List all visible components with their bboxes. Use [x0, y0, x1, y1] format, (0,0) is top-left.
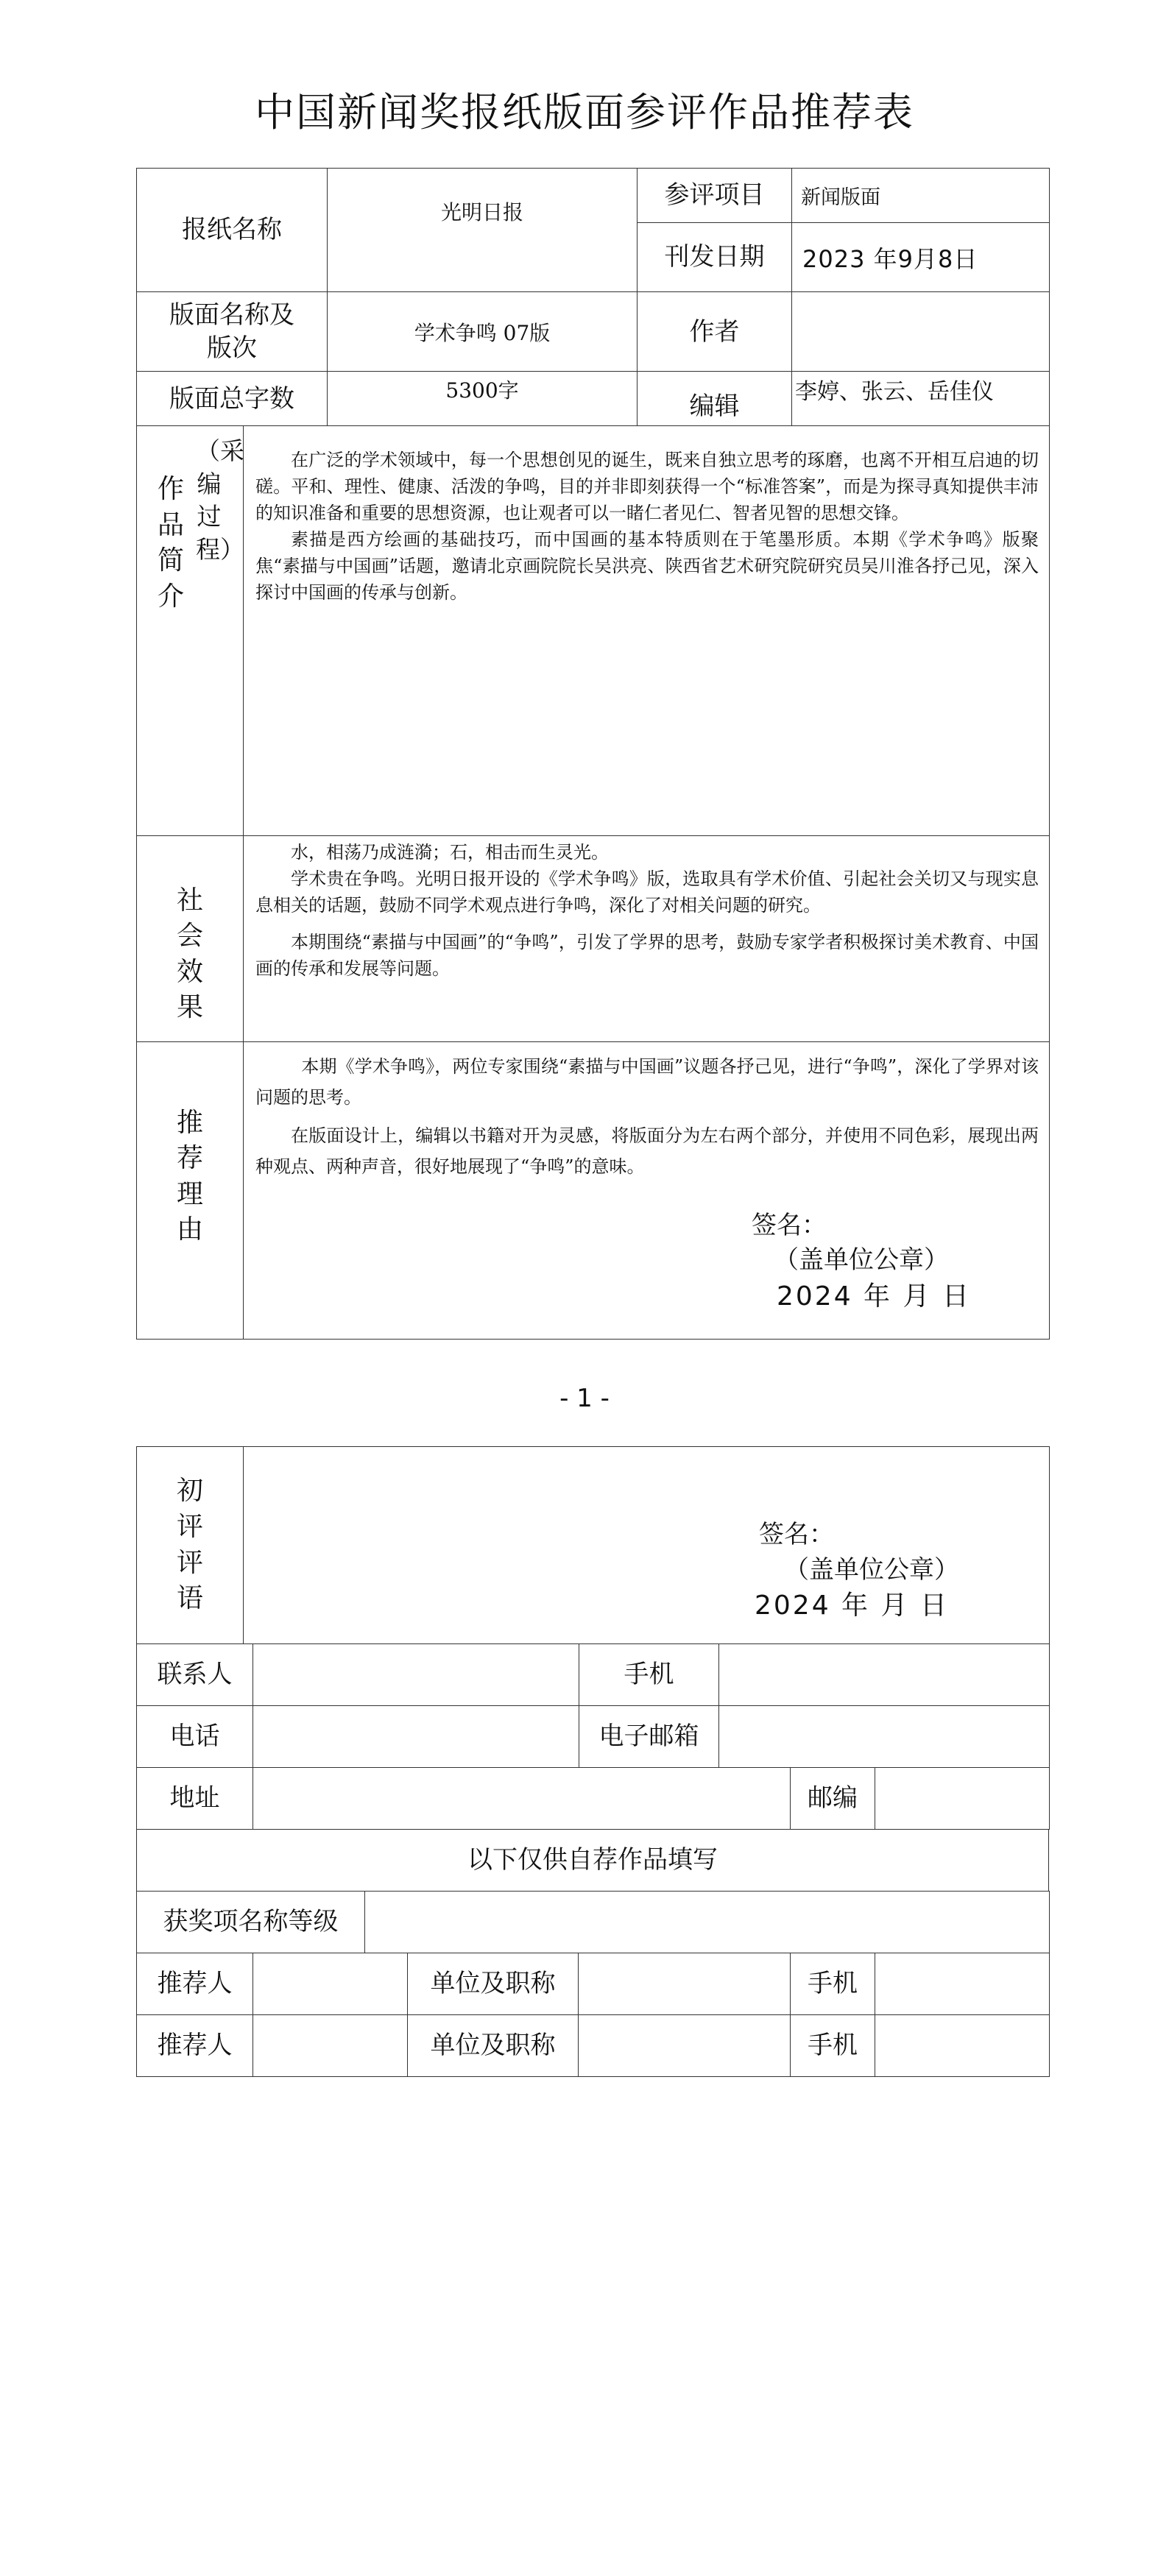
review-content: [244, 1447, 1050, 1644]
word-count-value: 5300字: [328, 372, 638, 426]
word-count-label: 版面总字数: [137, 372, 328, 426]
review-signature-label: 签名：: [759, 1520, 834, 1549]
reason-content: [244, 1041, 1050, 1339]
reason-paragraph-1: 本期《学术争鸣》，两位专家围绕“素描与中国画”议题各抒己见，进行“争鸣”，深化了学界对该问题的思考。: [255, 1055, 1039, 1108]
postcode-label: 邮编: [791, 1768, 875, 1830]
review-seal-text: （盖单位公章）: [784, 1554, 959, 1585]
review-form: [136, 1446, 1050, 1644]
recommender-mobile-label: 手机: [791, 2015, 875, 2077]
layout-name-value: 学术争鸣 07版: [328, 292, 638, 372]
review-label: 初评评语: [177, 1476, 204, 1614]
recommender-label: 推荐人: [137, 1953, 253, 2015]
page-number: - 1 -: [559, 1384, 610, 1413]
effect-label-cell: [137, 835, 244, 1041]
signature-date: 2024 年 月 日: [777, 1281, 971, 1312]
seal-text: （盖单位公章）: [774, 1245, 949, 1275]
intro-label-cell: [137, 426, 244, 835]
recommender-row: [137, 2015, 1050, 2077]
reason-label-cell: [137, 1041, 244, 1339]
address-value: [253, 1768, 791, 1830]
contact-table: [136, 1643, 1050, 1768]
reason-label: 推荐理由: [177, 1107, 204, 1245]
signature-label: 签名：: [752, 1210, 827, 1240]
intro-content: [244, 426, 1050, 835]
effect-paragraph-2: 学术贵在争鸣。光明日报开设的《学术争鸣》版，选取具有学术价值、引起社会关切又与现实息息相关的话题，鼓励不同学术观点进行争鸣，深化了对相关问题的研究。: [255, 868, 1039, 916]
intro-sublabel: （采编过程）: [196, 436, 244, 564]
effect-paragraph-1: 水，相荡乃成涟漪；石，相击而生灵光。: [291, 841, 609, 863]
contact-person-label: 联系人: [137, 1644, 253, 1706]
date-value: 2023 年9月8日: [792, 223, 1050, 292]
page-title: 中国新闻奖报纸版面参评作品推荐表: [255, 89, 914, 135]
date-label: 刊发日期: [638, 223, 792, 292]
intro-paragraph-2: 素描是西方绘画的基础技巧，而中国画的基本特质则在于笔墨形质。本期《学术争鸣》版聚焦“素描与中国画”话题，邀请北京画院院长吴洪亮、陕西省艺术研究院研究员吴川淮各抒己见，深入探讨中国画的传承与创新。: [255, 529, 1039, 604]
unit-title-label: 单位及职称: [408, 1953, 579, 2015]
effect-label: 社会效果: [177, 885, 204, 1023]
signature-block: [752, 1209, 971, 1316]
unit-title-label: 单位及职称: [408, 2015, 579, 2077]
contact-person-value: [253, 1644, 579, 1706]
self-recommend-note: [136, 1829, 1049, 1892]
address-label: 地址: [137, 1768, 253, 1830]
award-table: [136, 1891, 1050, 1953]
reason-paragraph-2: 在版面设计上，编辑以书籍对开为灵感，将版面分为左右两个部分，并使用不同色彩，展现出两种观点、两种声音，很好地展现了“争鸣”的意味。: [255, 1125, 1039, 1177]
email-value: [719, 1706, 1050, 1768]
award-label: 获奖项名称等级: [137, 1892, 365, 1953]
recommender-label: 推荐人: [137, 2015, 253, 2077]
editor-value: 李婷、张云、岳佳仪: [792, 372, 1050, 426]
unit-title-value: [579, 1953, 791, 2015]
author-label: 作者: [638, 292, 792, 372]
intro-paragraph-1: 在广泛的学术领域中，每一个思想创见的诞生，既来自独立思考的琢磨，也离不开相互启迪的切磋。平和、理性、健康、活泼的争鸣，目的并非即刻获得一个“标准答案”，而是为探寻真知提供丰沛的知识准备和重要的思想资源，也让观者可以一睹仁者见仁、智者见智的思想交锋。: [255, 450, 1039, 524]
phone-value: [253, 1706, 579, 1768]
recommendation-form: [136, 168, 1050, 1340]
editor-label: 编辑: [638, 372, 792, 426]
unit-title-value: [579, 2015, 791, 2077]
self-recommend-label: 以下仅供自荐作品填写: [137, 1830, 1049, 1892]
newspaper-name-label: 报纸名称: [137, 169, 328, 292]
intro-label: 作品简介: [158, 474, 185, 612]
recommender-row: [137, 1953, 1050, 2015]
review-signature-date: 2024 年 月 日: [755, 1590, 949, 1621]
effect-content: [244, 835, 1050, 1041]
author-value: [792, 292, 1050, 372]
postcode-value: [875, 1768, 1050, 1830]
mobile-label: 手机: [579, 1644, 719, 1706]
award-value: [365, 1892, 1050, 1953]
phone-label: 电话: [137, 1706, 253, 1768]
project-label: 参评项目: [638, 169, 792, 223]
layout-name-label: 版面名称及版次: [137, 292, 328, 372]
project-value: 新闻版面: [792, 169, 1050, 223]
review-label-cell: [137, 1447, 244, 1644]
newspaper-name-value: 光明日报: [328, 169, 638, 292]
recommender-mobile-value: [875, 1953, 1050, 2015]
recommender-mobile-value: [875, 2015, 1050, 2077]
recommender-table: [136, 1953, 1050, 2077]
effect-paragraph-3: 本期围绕“素描与中国画”的“争鸣”，引发了学界的思考，鼓励专家学者积极探讨美术教育、中国画的传承和发展等问题。: [255, 931, 1039, 979]
address-table: [136, 1767, 1050, 1830]
recommender-value: [253, 2015, 408, 2077]
recommender-mobile-label: 手机: [791, 1953, 875, 2015]
recommender-value: [253, 1953, 408, 2015]
mobile-value: [719, 1644, 1050, 1706]
email-label: 电子邮箱: [579, 1706, 719, 1768]
review-signature-block: [755, 1518, 959, 1625]
